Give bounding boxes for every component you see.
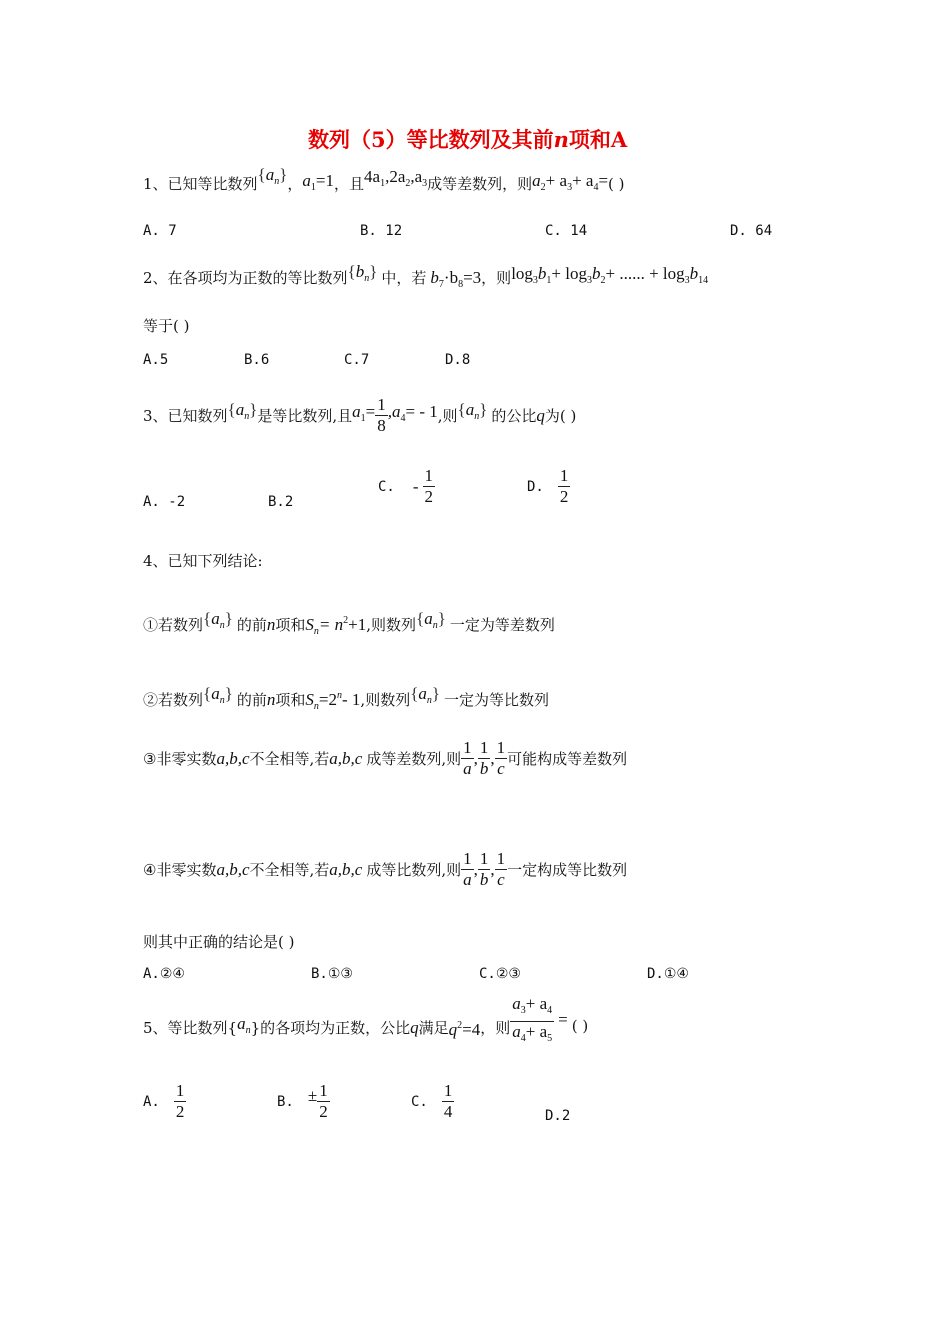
q1-terms bbox=[364, 167, 428, 189]
q3-a1-sub: 1 bbox=[360, 413, 366, 424]
q3-option-c[interactable] bbox=[378, 466, 435, 507]
q5-seq bbox=[237, 1014, 251, 1041]
title-n: n bbox=[553, 127, 569, 152]
q4-s3-p4: 可能构成等差数列 bbox=[507, 749, 628, 768]
q4-s2-p2: 的前 bbox=[236, 691, 267, 709]
q4-s2-p4: ,则数列 bbox=[360, 691, 411, 709]
q5-den-a5: + a bbox=[525, 1022, 548, 1041]
question-1 bbox=[143, 165, 625, 201]
q5-option-d[interactable]: D.2 bbox=[545, 1108, 571, 1124]
q1-a1 bbox=[302, 171, 334, 193]
question-2 bbox=[143, 262, 709, 295]
q4-s2-p3: 项和 bbox=[275, 691, 306, 709]
q4-s3-mark: ③ bbox=[143, 749, 157, 768]
q2-log3-sub: 14 bbox=[698, 275, 709, 286]
q4-s4-mark: ④ bbox=[143, 860, 157, 879]
q3-option-d-frac bbox=[558, 466, 571, 507]
q2-log2: + log bbox=[551, 264, 587, 283]
q2-b7: b bbox=[430, 268, 439, 287]
q4-s4-p1: 非零实数 bbox=[156, 860, 217, 879]
q5-ratio bbox=[510, 994, 554, 1049]
q4-option-c[interactable]: C.②③ bbox=[479, 966, 521, 982]
q4-s3-p3: 成等差数列,则 bbox=[366, 749, 462, 768]
q2-then: ，则 bbox=[481, 269, 512, 287]
q4-s2-minus: - 1 bbox=[342, 690, 361, 709]
q3-a1 bbox=[352, 402, 375, 429]
q5-option-a[interactable] bbox=[143, 1081, 186, 1122]
q1-seq: $\{a_n\}$ bbox=[257, 165, 288, 187]
q3-seq2-a: a bbox=[465, 400, 475, 419]
q4-s4-abc2: a,b,c bbox=[329, 859, 363, 879]
q3-option-d-num: 1 bbox=[559, 466, 569, 485]
q4-s3-frac-b bbox=[478, 738, 491, 779]
q3-a4-sub: 4 bbox=[400, 413, 406, 424]
q3-seq: $\{a_n\}$ bbox=[227, 400, 258, 422]
q5-den-a4: a bbox=[512, 1022, 521, 1041]
q1-term-3-sub: 3 bbox=[422, 178, 428, 189]
q1-seq-a: a bbox=[265, 165, 275, 184]
q4-s1-eq: = n bbox=[318, 615, 344, 634]
q2-mid: 中，若 bbox=[381, 269, 427, 287]
q2-eq: =3 bbox=[463, 268, 482, 287]
q3-option-c-num: 1 bbox=[424, 466, 434, 485]
q4-s2-seq-n: n bbox=[219, 695, 225, 706]
q4-s3-frac-b-den: b bbox=[479, 759, 489, 778]
q5-eq: = bbox=[558, 1009, 568, 1029]
q4-s1-p4: ,则数列 bbox=[366, 616, 417, 634]
q4-s3-p2: 不全相等,若 bbox=[249, 749, 330, 768]
q4-s1-p1: 若数列 bbox=[158, 616, 204, 634]
q1-expr-a2: a bbox=[532, 171, 541, 190]
q5-seq-n: n bbox=[245, 1025, 251, 1036]
q1-tail: 成等差数列，则 bbox=[427, 175, 533, 193]
q5-option-a-den: 2 bbox=[175, 1102, 185, 1121]
q5-q2: q bbox=[448, 1019, 458, 1039]
q4-s2-sum bbox=[305, 690, 361, 712]
q3-seq-n: n bbox=[244, 411, 250, 422]
q4-s3-frac-c-den: c bbox=[497, 759, 505, 778]
q4-s1-plus: +1 bbox=[348, 615, 367, 634]
q4-s1-Sn: n bbox=[313, 626, 319, 637]
q5-text: 5、等比数列{ bbox=[143, 1018, 238, 1037]
q2-seq-n: n bbox=[364, 273, 370, 284]
q4-s2-S: S bbox=[305, 690, 314, 709]
q2-line2: 等于( ) bbox=[143, 317, 190, 335]
q2-log1-b: b bbox=[537, 264, 547, 283]
q1-term-3: ,a bbox=[410, 167, 423, 186]
q4-s3-frac-c-num: 1 bbox=[496, 738, 506, 757]
q3-option-c-label: C. bbox=[378, 478, 395, 495]
q4-s2-seq-a: a bbox=[211, 684, 220, 703]
q1-option-d[interactable]: D. 64 bbox=[730, 223, 773, 239]
q2-b8: ·b bbox=[443, 268, 459, 287]
q1-option-b[interactable]: B. 12 bbox=[360, 223, 403, 239]
q3-a4-eq: = - 1 bbox=[405, 402, 438, 421]
q1-a1-sub: 1 bbox=[310, 182, 316, 193]
q2-log2-sub: 2 bbox=[600, 275, 606, 286]
q2-log1: log bbox=[511, 264, 533, 283]
q4-s2-n: n bbox=[266, 690, 276, 709]
q5-option-b-frac bbox=[317, 1081, 330, 1122]
q5-then: ，则 bbox=[480, 1018, 511, 1037]
q1-a1-var: a bbox=[302, 171, 311, 190]
q5-den-s4: 4 bbox=[520, 1033, 526, 1044]
q5-option-b-den: 2 bbox=[319, 1102, 328, 1121]
q2-log-sum bbox=[511, 264, 709, 286]
q5-seq-a: a bbox=[237, 1014, 246, 1033]
q3-q: q bbox=[536, 405, 545, 425]
q4-s1-mark: ① bbox=[143, 616, 159, 634]
q1-option-a[interactable]: A. 7 bbox=[143, 223, 177, 239]
q4-ask: 则其中正确的结论是( ) bbox=[143, 933, 295, 951]
q3-text: 3、已知数列 bbox=[143, 406, 228, 425]
q4-s4-frac-a bbox=[461, 849, 474, 890]
q4-s1-seq-n: n bbox=[219, 620, 225, 631]
q5-option-c-label: C. bbox=[411, 1093, 428, 1110]
q5-answer-paren: ( ) bbox=[571, 1016, 589, 1035]
q5-ratio-den bbox=[510, 1021, 554, 1049]
q4-s3-frac-c bbox=[495, 738, 508, 779]
q1-expr-a3: + a bbox=[545, 171, 568, 190]
q4-statement-4: ④ 非零实数 a,b,c 不全相等,若 a,b,c 成等比数列,则 $\frac{1}{a}$ , $\frac{1}{b}$ , $\frac{1}{c}$ 一定构成等比数列 bbox=[143, 849, 628, 889]
q4-option-b[interactable]: B.①③ bbox=[311, 966, 353, 982]
q2-option-b[interactable]: B.6 bbox=[244, 352, 270, 368]
q2-b8-sub: 8 bbox=[458, 279, 464, 290]
q1-expr-a4: + a bbox=[572, 171, 594, 190]
q4-s2-sup: n bbox=[337, 690, 342, 701]
q5-option-a-frac bbox=[174, 1081, 187, 1122]
q4-intro: 4、已知下列结论: bbox=[143, 552, 263, 570]
q4-option-a[interactable]: A.②④ bbox=[143, 966, 185, 982]
q2-b7-sub: 7 bbox=[438, 279, 444, 290]
q4-s1-sup: 2 bbox=[343, 615, 349, 626]
q1-comma: ， bbox=[287, 175, 303, 193]
q1-term-2: ,2a bbox=[385, 167, 406, 186]
q3-a4-var: ,a bbox=[387, 402, 401, 421]
q4-s4-frac-c-num: 1 bbox=[496, 849, 506, 868]
q4-s1-p2: 的前 bbox=[236, 616, 267, 634]
q4-statement-1 bbox=[143, 611, 555, 642]
q3-frac-den: 8 bbox=[377, 416, 386, 435]
q5-option-b-num: 1 bbox=[319, 1081, 328, 1100]
q5-num-a4: + a bbox=[525, 994, 548, 1013]
q3-option-c-den: 2 bbox=[424, 487, 434, 506]
q5-mid2: 满足 bbox=[418, 1018, 449, 1037]
q3-option-c-frac bbox=[423, 466, 436, 507]
q1-term-1-sub: 1 bbox=[380, 178, 386, 189]
q5-option-a-label: A. bbox=[143, 1093, 160, 1110]
q4-s4-frac-a-den: a bbox=[463, 870, 472, 889]
q5-num-a3: a bbox=[512, 994, 521, 1013]
q1-term-2-sub: 2 bbox=[405, 178, 411, 189]
q4-s1-seq2: $\{a_n\}$ bbox=[416, 609, 446, 631]
q5-option-b[interactable] bbox=[277, 1081, 330, 1122]
q4-s1-seq2-a: a bbox=[424, 609, 433, 628]
q3-seq-a: a bbox=[235, 400, 245, 419]
q1-expr-s4: 4 bbox=[593, 182, 599, 193]
q4-s1-seq: $\{a_n\}$ bbox=[203, 609, 233, 631]
q1-term-1: 4a bbox=[364, 167, 381, 186]
q4-s1-S: S bbox=[305, 615, 314, 634]
q4-s4-frac-a-num: 1 bbox=[463, 849, 472, 868]
q4-s1-seq-a: a bbox=[211, 609, 220, 628]
title-text: 数列（5）等比数列及其前 bbox=[308, 127, 554, 152]
q4-s4-p4: 一定构成等比数列 bbox=[507, 860, 628, 879]
q4-s2-Sn: n bbox=[313, 701, 319, 712]
q2-log2-b: b bbox=[591, 264, 601, 283]
q4-statement-2 bbox=[143, 686, 549, 717]
q5-option-c-den: 4 bbox=[443, 1102, 453, 1121]
q2-seq-b: b bbox=[355, 262, 365, 281]
q4-s4-frac-c bbox=[495, 849, 508, 890]
q4-s1-n: n bbox=[266, 615, 276, 634]
q5-den-s5: 5 bbox=[547, 1033, 553, 1044]
q4-s3-p1: 非零实数 bbox=[156, 749, 217, 768]
q3-a1-var: a bbox=[352, 402, 361, 421]
q1-seq-n: n bbox=[274, 176, 280, 187]
q1-text: 1、已知等比数列 bbox=[143, 175, 258, 193]
q2-log1-base: 3 bbox=[532, 275, 538, 286]
q3-frac-num: 1 bbox=[377, 395, 386, 414]
q3-seq2-n: n bbox=[474, 411, 480, 422]
q2-text: 2、在各项均为正数的等比数列 bbox=[143, 269, 348, 287]
q5-option-a-num: 1 bbox=[175, 1081, 185, 1100]
q5-eq4: =4 bbox=[462, 1019, 481, 1039]
q2-option-a[interactable]: A.5 bbox=[143, 352, 169, 368]
q4-s1-p5: 一定为等差数列 bbox=[449, 616, 555, 634]
q3-option-c-sign: - bbox=[412, 476, 419, 496]
q4-s3-frac-a bbox=[461, 738, 474, 779]
question-3 bbox=[143, 395, 576, 436]
q5-num-s3: 3 bbox=[520, 1005, 526, 1016]
q1-expr-s3: 3 bbox=[567, 182, 573, 193]
q4-s1-p3: 项和 bbox=[275, 616, 306, 634]
q5-option-c-frac bbox=[442, 1081, 455, 1122]
q5-option-b-pm: ± bbox=[307, 1085, 318, 1105]
q3-then: ,则 bbox=[437, 406, 458, 425]
question-5 bbox=[143, 994, 589, 1055]
q4-s1-sum bbox=[305, 615, 367, 637]
q5-option-b-label: B. bbox=[277, 1093, 294, 1110]
q4-s3-abc2: a,b,c bbox=[329, 748, 363, 768]
title-tail: 项和A bbox=[568, 127, 628, 152]
q1-option-c[interactable]: C. 14 bbox=[545, 223, 588, 239]
q4-s2-p5: 一定为等比数列 bbox=[444, 691, 550, 709]
q4-s2-p1: 若数列 bbox=[158, 691, 204, 709]
q3-fraction bbox=[375, 395, 388, 436]
q4-s3-frac-a-den: a bbox=[463, 759, 472, 778]
q4-s2-seq2: $\{a_n\}$ bbox=[410, 684, 441, 706]
q3-tail2: 为( ) bbox=[544, 406, 577, 425]
q4-statement-3: ③ 非零实数 a,b,c 不全相等,若 a,b,c 成等差数列,则 $\frac{1}{a}$ , $\frac{1}{b}$ , $\frac{1}{c}$ 可能构成等差数列 bbox=[143, 738, 628, 778]
q3-option-d[interactable] bbox=[527, 466, 570, 507]
q5-q: q bbox=[410, 1017, 419, 1037]
q5-num-s4: 4 bbox=[547, 1005, 553, 1016]
q1-expr bbox=[532, 171, 609, 193]
q4-s1-seq2-n: n bbox=[432, 620, 438, 631]
q2-option-c[interactable]: C.7 bbox=[344, 352, 370, 368]
q1-expr-eq: = bbox=[598, 171, 609, 190]
q2-log2-base: 3 bbox=[586, 275, 592, 286]
q3-tail: 的公比 bbox=[491, 406, 537, 425]
q4-s3-frac-a-num: 1 bbox=[463, 738, 472, 757]
q1-expr-s2: 2 bbox=[540, 182, 546, 193]
q4-s2-mark: ② bbox=[143, 691, 159, 709]
q4-s4-abc: a,b,c bbox=[216, 859, 250, 879]
q4-s3-abc: a,b,c bbox=[216, 748, 250, 768]
q4-s4-frac-b bbox=[478, 849, 491, 890]
q3-a4 bbox=[388, 402, 438, 429]
q1-mid: ，且 bbox=[334, 175, 365, 193]
q2-option-d[interactable]: D.8 bbox=[445, 352, 471, 368]
q2-product bbox=[430, 268, 482, 290]
q1-a1-eq: =1 bbox=[315, 171, 334, 190]
q4-s2-eq: =2 bbox=[318, 690, 337, 709]
q3-option-d-den: 2 bbox=[559, 487, 569, 506]
q4-s3-frac-b-num: 1 bbox=[479, 738, 489, 757]
q4-s4-frac-c-den: c bbox=[497, 870, 505, 889]
q4-s2-seq: $\{a_n\}$ bbox=[203, 684, 233, 706]
q3-seq-2: $\{a_n\}$ bbox=[457, 400, 488, 422]
q3-option-a[interactable]: A. -2 bbox=[143, 494, 186, 510]
q2-log3-b: b bbox=[689, 264, 699, 283]
q5-q2-sup: 2 bbox=[457, 1019, 463, 1031]
q5-option-c-num: 1 bbox=[443, 1081, 453, 1100]
q5-option-c[interactable] bbox=[411, 1081, 454, 1122]
q5-mid: }的各项均为正数，公比 bbox=[250, 1018, 411, 1037]
q3-a1-eq: = bbox=[365, 402, 376, 421]
q4-s4-p2: 不全相等,若 bbox=[249, 860, 330, 879]
q4-s4-frac-b-den: b bbox=[479, 870, 489, 889]
q5-q-square bbox=[449, 1016, 481, 1040]
q3-option-d-label: D. bbox=[527, 478, 544, 495]
q4-s4-p3: 成等比数列,则 bbox=[366, 860, 462, 879]
q4-s2-seq2-n: n bbox=[426, 695, 432, 706]
q1-answer-paren: ( ) bbox=[608, 175, 625, 193]
q2-log1-sub: 1 bbox=[546, 275, 552, 286]
q5-ratio-num bbox=[510, 994, 554, 1021]
q2-log3: + ...... + log bbox=[605, 264, 685, 283]
q2-log3-base: 3 bbox=[684, 275, 690, 286]
q4-s4-frac-b-num: 1 bbox=[479, 849, 489, 868]
q2-seq: $\{b_n\}$ bbox=[347, 262, 378, 284]
q4-option-d[interactable]: D.①④ bbox=[647, 966, 689, 982]
q4-s2-seq2-a: a bbox=[418, 684, 427, 703]
q3-option-b[interactable]: B.2 bbox=[268, 494, 294, 510]
page-title bbox=[308, 124, 627, 154]
q3-mid: 是等比数列,且 bbox=[257, 406, 353, 425]
